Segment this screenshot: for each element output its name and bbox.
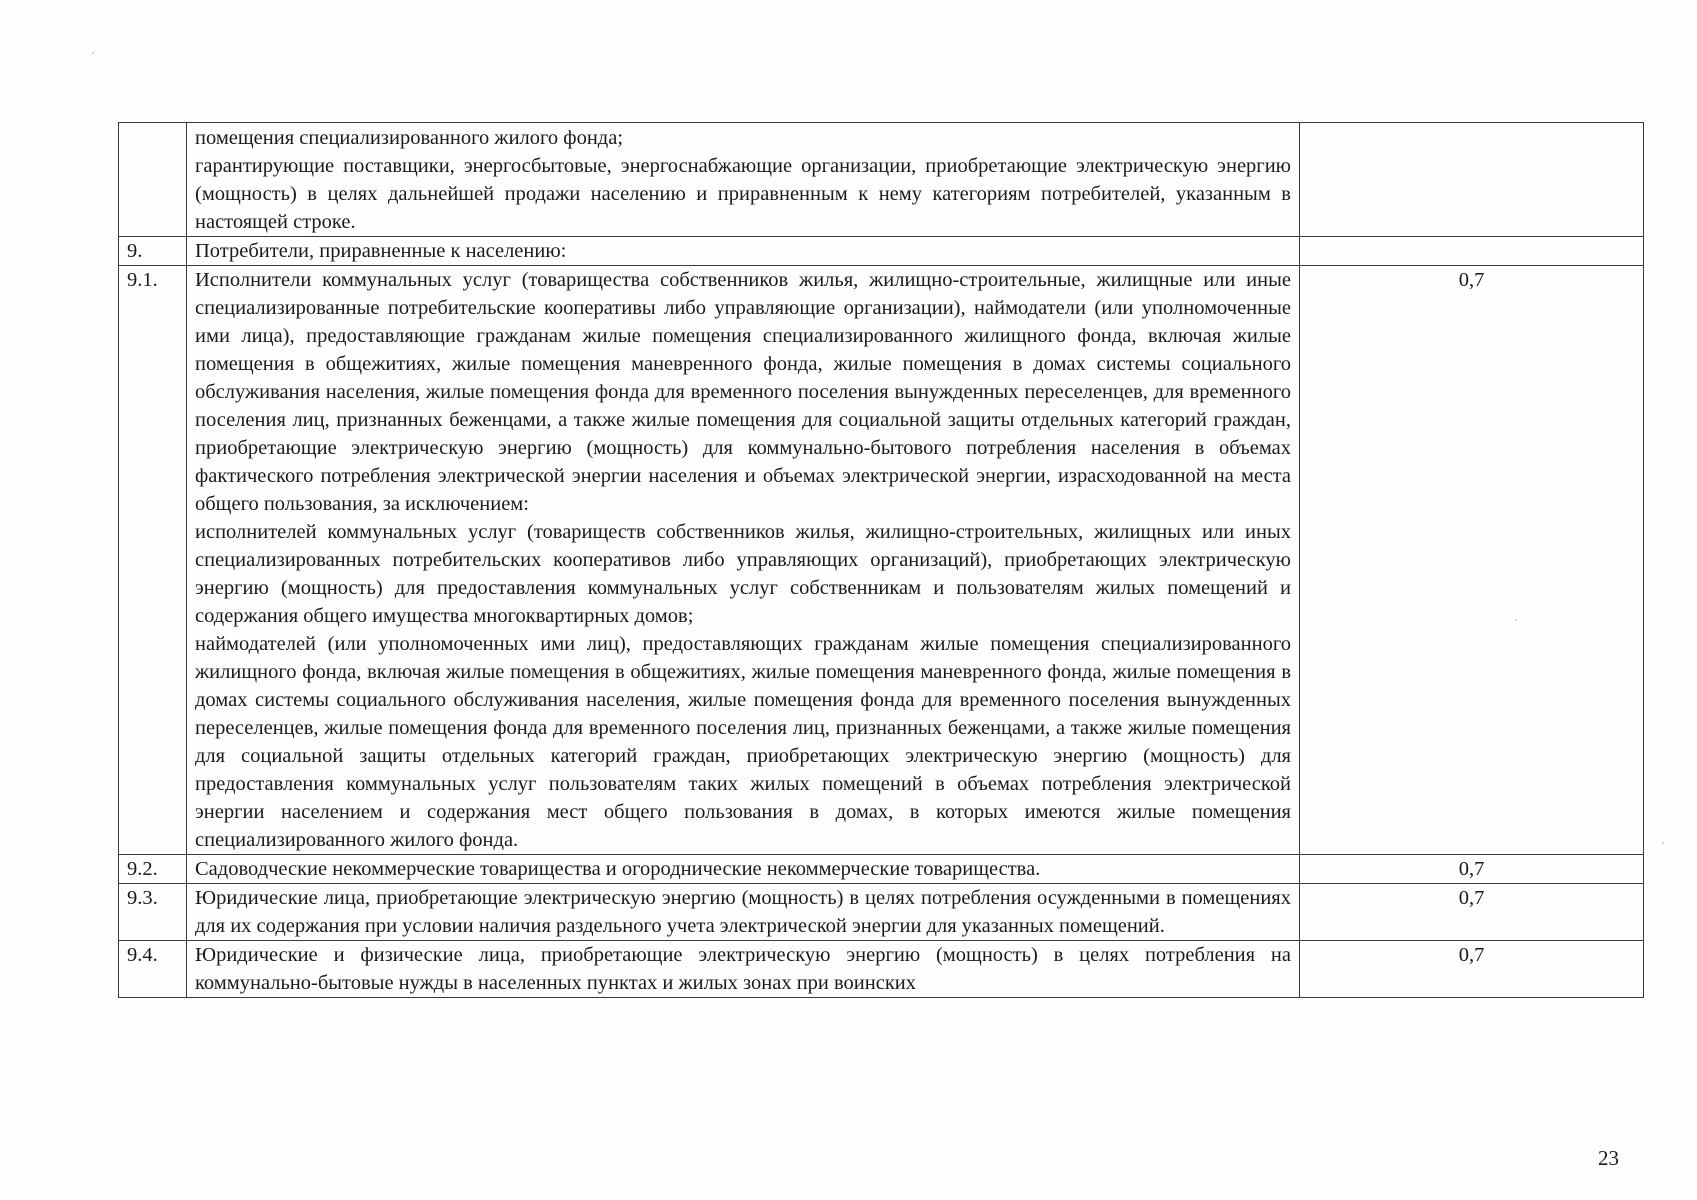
row-description-cell — [187, 884, 1300, 941]
scan-speck — [1515, 619, 1517, 621]
row-value-cell — [1300, 237, 1644, 266]
row-paragraph: Потребители, приравненные к населению: — [195, 240, 567, 262]
row-number-cell: 9. — [119, 237, 187, 266]
table-row — [119, 237, 1644, 266]
row-description-cell — [187, 123, 1300, 237]
row-number-cell — [119, 123, 187, 237]
page-number: 23 — [1598, 1146, 1619, 1170]
row-paragraph: Юридические лица, приобретающие электрическую энергию (мощность) в целях потребления осужденными в помещениях для их содержания при условии наличия раздельного учета электрической энергии для указанных помещений. — [195, 887, 1291, 937]
table-row — [119, 941, 1644, 998]
row-value-cell: 0,7 — [1300, 266, 1644, 855]
row-description-cell — [187, 855, 1300, 884]
table-row — [119, 266, 1644, 855]
row-paragraph: наймодателей (или уполномоченных ими лиц), предоставляющих гражданам жилые помещения специализированного жилищного фонда, включая жилые помещения в общежитиях, жилые помещения маневренного фонда, жилые помещения в домах системы социального обслуживания населения, жилые помещения фонда для временного поселения вынужденных переселенцев, жилые помещения фонда для временного поселения лиц, признанных беженцами, а также жилые помещения для социальной защиты отдельных категорий граждан, приобретающих электрическую энергию (мощность) для предоставления коммунальных услуг пользователям таких жилых помещений в объемах потребления электрической энергии населением и содержания мест общего пользования в домах, в которых имеются жилые помещения специализированного жилого фонда. — [195, 633, 1291, 851]
row-paragraph: гарантирующие поставщики, энергосбытовые, энергоснабжающие организации, приобретающие электрическую энергию (мощность) в целях дальнейшей продажи населению и приравненным к нему категориям потребителей, указанным в настоящей строке. — [195, 155, 1291, 233]
scan-speck — [92, 52, 94, 54]
scan-speck — [1662, 842, 1664, 844]
row-value-cell: 0,7 — [1300, 884, 1644, 941]
row-description-cell — [187, 941, 1300, 998]
tariff-table — [118, 122, 1644, 998]
row-number-cell: 9.3. — [119, 884, 187, 941]
row-paragraph: Исполнители коммунальных услуг (товарищества собственников жилья, жилищно-строительные, жилищные или иные специализированные потребительские кооперативы либо управляющие организации), наймодатели (или уполномоченные ими лица), предоставляющие гражданам жилые помещения специализированного жилищного фонда, включая жилые помещения в общежитиях, жилые помещения маневренного фонда, жилые помещения в домах системы социального обслуживания населения, жилые помещения фонда для временного поселения вынужденных переселенцев, для временного поселения лиц, признанных беженцами, а также жилые помещения для социальной защиты отдельных категорий граждан, приобретающие электрическую энергию (мощность) для коммунально-бытового потребления населения в объемах фактического потребления электрической энергии населения и объемах электрической энергии, израсходованной на места общего пользования, за исключением: — [195, 269, 1291, 515]
row-paragraph: помещения специализированного жилого фонда; — [195, 127, 624, 149]
row-value-cell — [1300, 123, 1644, 237]
row-description-cell — [187, 266, 1300, 855]
row-paragraph: Юридические и физические лица, приобретающие электрическую энергию (мощность) в целях потребления на коммунально-бытовые нужды в населенных пунктах и жилых зонах при воинских — [195, 944, 1291, 994]
row-value-cell: 0,7 — [1300, 855, 1644, 884]
table-row — [119, 123, 1644, 237]
row-value-cell: 0,7 — [1300, 941, 1644, 998]
row-number-cell: 9.2. — [119, 855, 187, 884]
row-number-cell: 9.4. — [119, 941, 187, 998]
row-description-cell — [187, 237, 1300, 266]
table-row — [119, 884, 1644, 941]
row-number-cell: 9.1. — [119, 266, 187, 855]
row-paragraph: Садоводческие некоммерческие товарищества и огороднические некоммерческие товарищества. — [195, 858, 1041, 880]
row-paragraph: исполнителей коммунальных услуг (товариществ собственников жилья, жилищно-строительных, жилищных или иных специализированных потребительских кооперативов либо управляющих организаций), приобретающих электрическую энергию (мощность) для предоставления коммунальных услуг собственникам и пользователям жилых помещений и содержания общего имущества многоквартирных домов; — [195, 521, 1291, 627]
table-row — [119, 855, 1644, 884]
